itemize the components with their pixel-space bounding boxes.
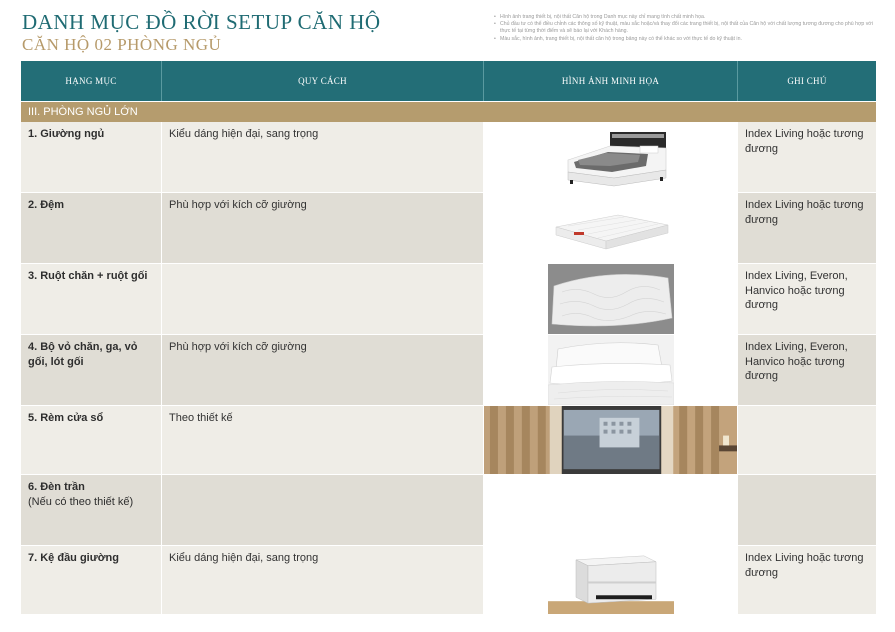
- item-note: Index Living hoặc tương đương: [738, 546, 876, 614]
- item-name: 4. Bộ vỏ chăn, ga, vỏ gối, lót gối: [21, 335, 162, 405]
- table-row: [21, 193, 876, 264]
- table-row: [21, 264, 876, 335]
- table-row: [21, 335, 876, 406]
- mattress-image: [548, 193, 674, 263]
- table-row: [21, 546, 876, 615]
- note-item: • Hình ảnh trang thiết bị, nội thất Căn hộ trong Danh mục này chỉ mang tính chất minh họa.: [494, 14, 874, 21]
- item-spec: [162, 475, 484, 545]
- item-image-cell: [484, 335, 738, 405]
- item-name: [21, 475, 162, 545]
- note-item: • Màu sắc, hình ảnh, trang thiết bị, nội thất căn hộ trong bảng này có thể khác so với thực tế do kỹ thuật in.: [494, 36, 874, 43]
- page-title: DANH MỤC ĐỒ RỜI SETUP CĂN HỘ: [22, 10, 381, 34]
- table-row: [21, 406, 876, 475]
- note-item: • Chủ đầu tư có thể điều chỉnh các thông số kỹ thuật, màu sắc hoặc/và thay đổi các trang thiết bị, nội thất của Căn hộ với chất lượng tương đương cho phù hợp với thực tế tại từng thời điểm và sẽ báo lại với Khách hàng.: [494, 21, 874, 35]
- item-image-cell: [484, 193, 738, 263]
- item-name: 2. Đệm: [21, 193, 162, 263]
- pillow-image: [548, 264, 674, 334]
- item-image-cell: [484, 406, 738, 474]
- item-spec: Phù hợp với kích cỡ giường: [162, 335, 484, 405]
- item-name-main: 6. Đèn trần: [28, 481, 85, 493]
- item-name: 1. Giường ngủ: [21, 122, 162, 192]
- table-header: [21, 61, 876, 101]
- item-name: 5. Rèm cửa sổ: [21, 406, 162, 474]
- item-name: 7. Kệ đầu giường: [21, 546, 162, 614]
- item-name-sub: (Nếu có theo thiết kế): [28, 495, 134, 508]
- page-subtitle: CĂN HỘ 02 PHÒNG NGỦ: [22, 35, 222, 54]
- section-title: III. PHÒNG NGỦ LỚN: [21, 102, 876, 122]
- disclaimer-notes: [494, 14, 874, 43]
- item-note: Index Living, Everon, Hanvico hoặc tương đương: [738, 335, 876, 405]
- item-spec: [162, 264, 484, 334]
- curtain-image: [484, 406, 737, 474]
- table-row: [21, 122, 876, 193]
- item-note: Index Living hoặc tương đương: [738, 193, 876, 263]
- item-image-cell: [484, 122, 738, 192]
- item-image-cell: [484, 264, 738, 334]
- item-spec: Kiểu dáng hiện đại, sang trọng: [162, 122, 484, 192]
- nightstand-image: [548, 546, 674, 614]
- item-note: Index Living hoặc tương đương: [738, 122, 876, 192]
- item-spec: Theo thiết kế: [162, 406, 484, 474]
- item-name: 3. Ruột chăn + ruột gối: [21, 264, 162, 334]
- item-image-cell: [484, 475, 738, 545]
- item-spec: Kiểu dáng hiện đại, sang trọng: [162, 546, 484, 614]
- item-note: [738, 475, 876, 545]
- furniture-table: [21, 61, 876, 615]
- item-image-cell: [484, 546, 738, 614]
- header-note: GHI CHÚ: [787, 76, 827, 86]
- header-image: HÌNH ẢNH MINH HỌA: [484, 61, 738, 101]
- item-spec: Phù hợp với kích cỡ giường: [162, 193, 484, 263]
- item-note: Index Living, Everon, Hanvico hoặc tương đương: [738, 264, 876, 334]
- header-category: HẠNG MỤC: [21, 61, 162, 101]
- item-note: [738, 406, 876, 474]
- bedding-image: [548, 335, 674, 405]
- header-spec: QUY CÁCH: [162, 61, 484, 101]
- table-row: [21, 475, 876, 546]
- bed-image: [548, 122, 674, 192]
